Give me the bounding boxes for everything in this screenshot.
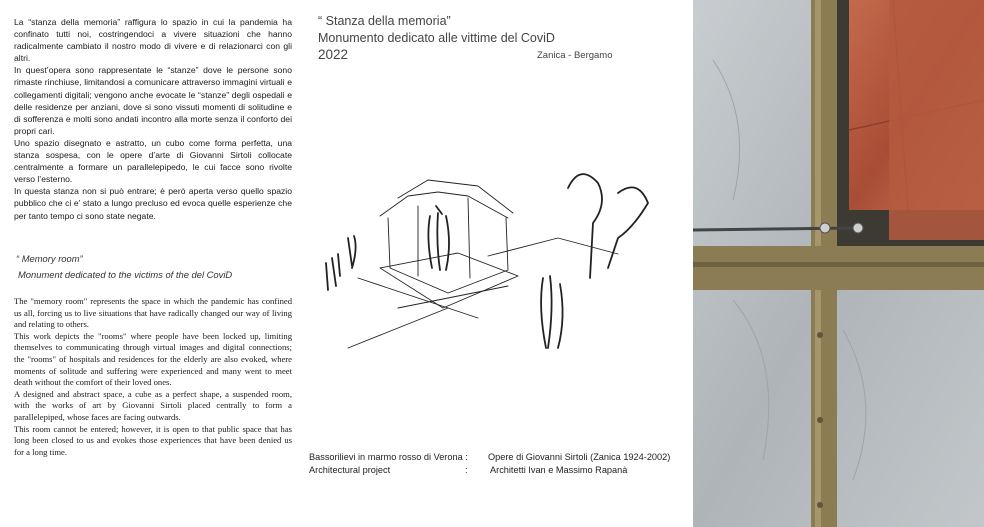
page-subtitle: Monumento dedicato alle vittime del CoviD: [318, 31, 555, 45]
cable-clamp: [853, 223, 863, 233]
steel-cable: [693, 228, 858, 230]
frame-bolt: [817, 417, 823, 423]
italian-paragraph: Uno spazio disegnato e astratto, un cubo come forma perfetta, una stanza sospesa, con le opere d’arte di Giovanni Sirtoli collocate centralmente a formare un parallelepipedo, le cui facce sono rivolte verso l’esterno.: [14, 137, 292, 185]
horizontal-frame: [693, 246, 984, 290]
bas-relief-value: Opere di Giovanni Sirtoli (Zanica 1924-2002): [488, 452, 671, 462]
english-paragraph: This work depicts the "rooms" where people have been locked up, limiting themselves to communicating through virtual images and digital connections; the "rooms" of hospitals and residences for the elderly are also evoked, where moments of solitude and suffering were experienced and many went to meet death without the comfort of their loved ones.: [14, 330, 292, 388]
sketch-floor: [380, 253, 518, 308]
year-label: 2022: [318, 47, 349, 62]
english-description: [14, 296, 292, 458]
architect-colon: :: [465, 465, 468, 475]
english-paragraph: A designed and abstract space, a cube as a perfect shape, a suspended room, with the works of art by Giovanni Sirtoli placed centrally to form a parallelepiped, whose faces are facing outwards.: [14, 388, 292, 422]
sketch-trees: [568, 174, 648, 278]
italian-paragraph: La “stanza della memoria” raffigura lo spazio in cui la pandemia ha confinato tutti noi, costringendoci a vivere situazioni che hanno radicalmente cambiato il nostro modo di vivere e di relazionarci con gli altri.: [14, 17, 292, 64]
cable-clamp: [820, 223, 830, 233]
architect-label: Architectural project: [309, 465, 391, 475]
horizontal-frame-groove: [693, 262, 984, 267]
english-paragraph: This room cannot be entered; however, it is open to that public space that has long been closed to us and evokes those experiences that have been denied us for a long time.: [14, 423, 292, 457]
frame-bolt: [817, 502, 823, 508]
bas-relief-label: Bassorilievi in marmo rosso di Verona :: [309, 452, 468, 462]
page-title: “ Stanza della memoria”: [318, 14, 451, 28]
sketch-figures-right: [541, 276, 562, 348]
architectural-sketch: [318, 158, 658, 358]
sketch-roof-line: [380, 192, 508, 218]
sketch-figure-left: [326, 254, 340, 290]
italian-paragraph: In questa stanza non si può entrare; è però aperta verso quello spazio pubblico che ci e’ stato a lungo precluso ed evoca quelle esperienze che per tanto tempo ci sono state negate.: [14, 186, 292, 221]
sketch-sculpture-top: [436, 206, 442, 214]
sketch-sculpture: [428, 213, 449, 270]
sketch-figure-left: [348, 236, 356, 268]
architect-value: Architetti Ivan e Massimo Rapanà: [490, 465, 628, 475]
italian-paragraph: In quest’opera sono rappresentate le “stanze” dove le persone sono rimaste rinchiuse, limitandosi a comunicare attraverso immagini virtuali e collegamenti digitali; vengono anche evocate le “stanze” degli ospedali e delle residenze per anziani, dove si sono vissuti momenti di solitudine e di sofferenza e molti sono andati incontro alla morte senza il conforto dei propri cari.: [14, 65, 292, 136]
monument-detail-photo: [693, 0, 984, 527]
english-title: “ Memory room”: [16, 253, 83, 264]
english-subtitle: Monument dedicated to the victims of the del CoviD: [18, 269, 233, 280]
english-paragraph: The "memory room" represents the space in which the pandemic has confined us all, forcing us to live situations that have radically changed our way of living and relating to others.: [14, 296, 292, 330]
location-label: Zanica - Bergamo: [537, 50, 613, 61]
sketch-room-edges: [418, 198, 470, 278]
italian-description: [14, 16, 292, 222]
frame-bolt: [817, 332, 823, 338]
sketch-ground-lines: [348, 278, 508, 348]
red-marble-panel: [889, 0, 984, 240]
sketch-roof-line: [398, 180, 513, 213]
